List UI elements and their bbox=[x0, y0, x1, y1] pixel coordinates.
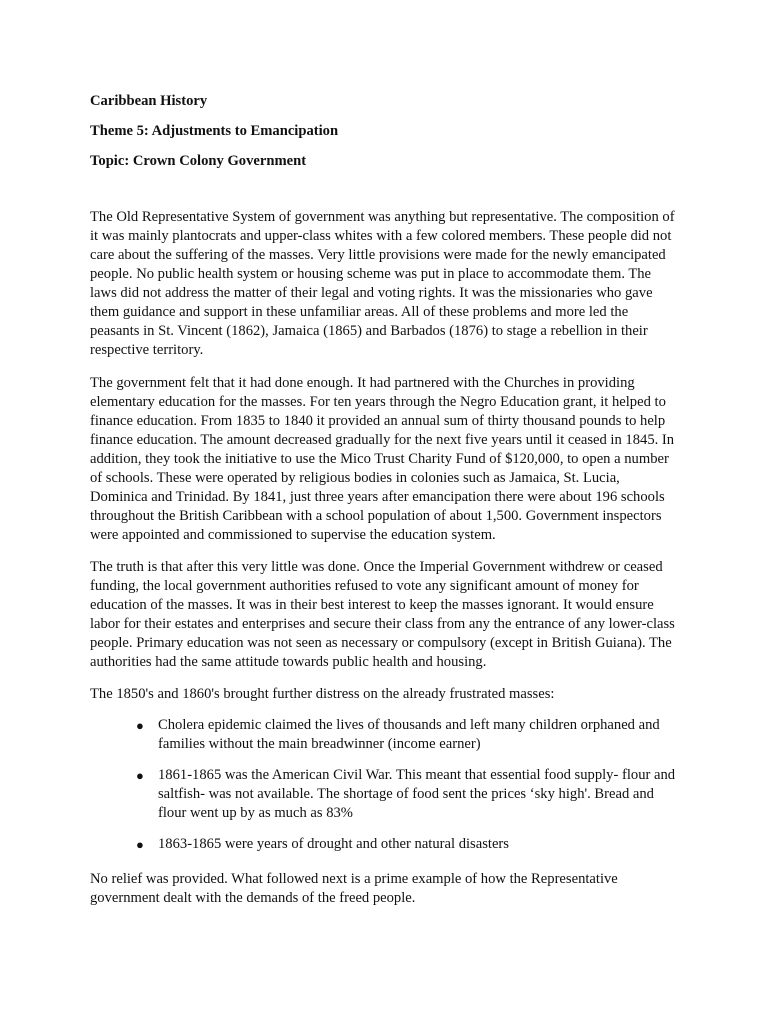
bullet-icon: ● bbox=[136, 768, 144, 783]
heading-spacer bbox=[90, 182, 680, 208]
paragraph-truth-little-done: The truth is that after this very little was done. Once the Imperial Government withdrew or ceased funding, the local government authorities refused to vote any significant amount of money for education of the masses. It was in their best interest to keep the masses ignorant. It would ensure labor for their estates and enterprises and secure their class from any the entrance of any lower-class people. Primary education was not seen as necessary or compulsory (except in British Guiana). The authorities had the same attitude towards public health and housing. bbox=[90, 559, 675, 670]
list-item-text: Cholera epidemic claimed the lives of thousands and left many children orphaned and families without the main breadwinner (income earner) bbox=[158, 717, 660, 752]
closing-paragraph: No relief was provided. What followed next is a prime example of how the Representative government dealt with the demands of the freed people. bbox=[90, 871, 618, 906]
bullet-icon: ● bbox=[136, 837, 144, 852]
course-title: Caribbean History bbox=[90, 93, 208, 109]
paragraph-representative-system: The Old Representative System of government was anything but representative. The composition of it was mainly plantocrats and upper-class whites with a few colored members. These people did not care about the suffering of the masses. Very little provisions were made for the newly emancipated people. No public health system or housing scheme was put in place to accommodate them. The laws did not address the matter of their legal and voting rights. It was the missionaries who gave them guidance and support in these unfamiliar areas. All of these problems and more led the peasants in St. Vincent (1862), Jamaica (1865) and Barbados (1876) to stage a rebellion in their respective territory. bbox=[90, 209, 675, 358]
list-item-text: 1861-1865 was the American Civil War. This meant that essential food supply- flour and saltfish- was not available. The shortage of food sent the prices ‘sky high'. Bread and flour went up by as much as 83% bbox=[158, 767, 676, 821]
topic-title: Topic: Crown Colony Government bbox=[90, 153, 307, 169]
paragraph-distress-intro: The 1850's and 1860's brought further distress on the already frustrated masses: bbox=[90, 686, 555, 702]
paragraph-government-education: The government felt that it had done enough. It had partnered with the Churches in providing elementary education for the masses. For ten years through the Negro Education grant, it helped to finance education. From 1835 to 1840 it provided an annual sum of thirty thousand pounds to help finance education. The amount decreased gradually for the next five years until it ceased in 1845. In addition, they took the initiative to use the Mico Trust Charity Fund of $120,000, to open a number of schools. These were operated by religious bodies in colonies such as Jamaica, St. Lucia, Dominica and Trinidad. By 1841, just three years after emancipation there were about 196 schools throughout the British Caribbean with a school population of about 1,500. Government inspectors were appointed and commissioned to supervise the education system. bbox=[90, 375, 675, 543]
list-item bbox=[90, 835, 680, 854]
document-page bbox=[90, 92, 680, 923]
theme-title: Theme 5: Adjustments to Emancipation bbox=[90, 123, 339, 139]
distress-list bbox=[90, 716, 680, 854]
bullet-icon: ● bbox=[136, 718, 144, 733]
list-item bbox=[90, 716, 680, 754]
list-item bbox=[90, 766, 680, 823]
list-item-text: 1863-1865 were years of drought and other natural disasters bbox=[158, 836, 509, 852]
